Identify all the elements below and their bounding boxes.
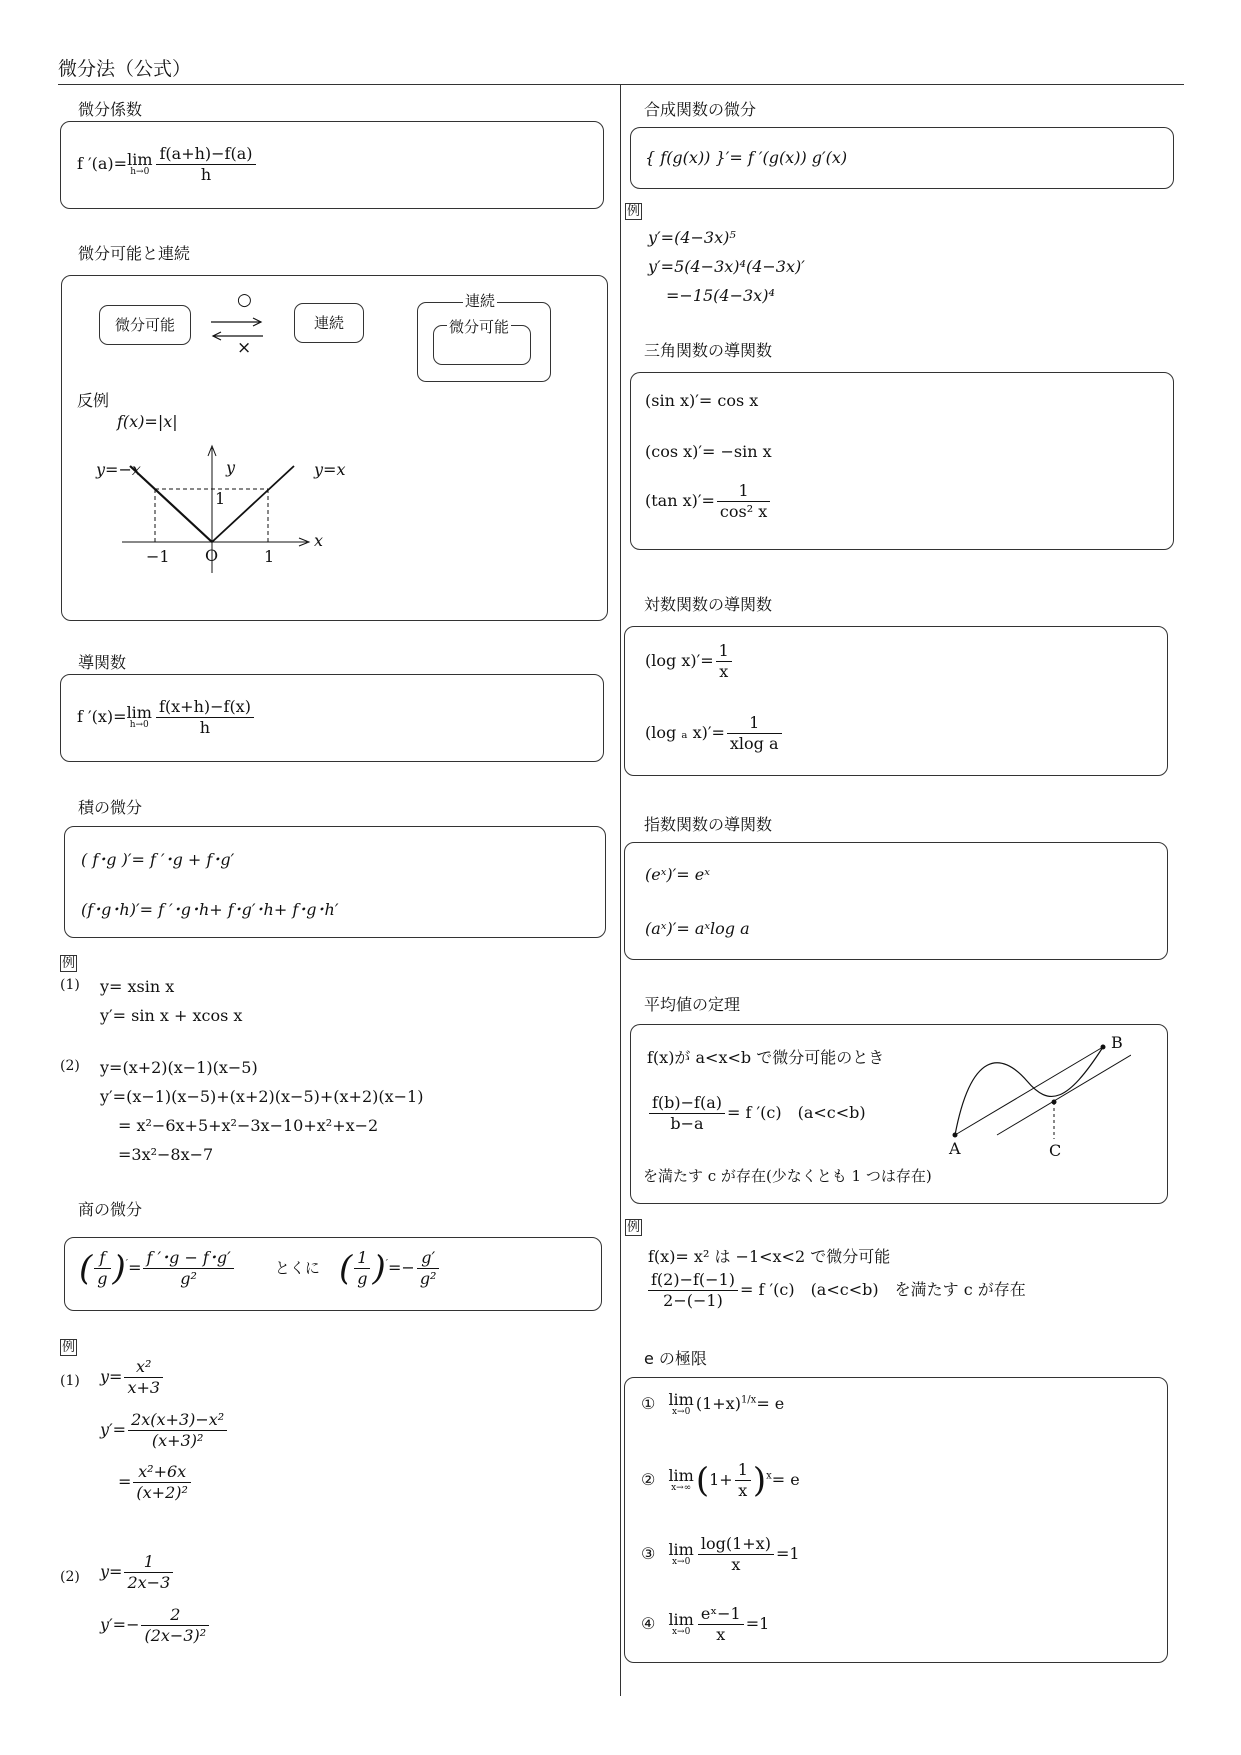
comp-ex-1: y′=(4−3x)⁵	[648, 228, 736, 247]
comp-box	[630, 127, 1174, 189]
coef-lhs: f ′(a)=	[77, 154, 128, 173]
e-heading: e の極限	[644, 1349, 707, 1368]
log-2-lhs: (log ₐ x)′=	[645, 723, 725, 742]
prod-formula-1: ( f･g )′= f ′･g + f･g′	[81, 850, 235, 869]
deriv-box	[60, 674, 604, 762]
trig-cos: (cos x)′= −sin x	[645, 442, 772, 461]
quot-ex-2: y′= $\frac{\text{2x(x+3)−x²}}{\text{(x+3)²}}$	[100, 1410, 229, 1451]
e-limit-2: ② lim x→∞ (1+ $\frac{1}{x}$ )$^x$= e	[641, 1460, 800, 1501]
mvt-point-c: C	[1049, 1141, 1062, 1160]
quot-ex2-den: (x+3)²	[151, 1431, 204, 1450]
quot-rhs2-num: g′	[417, 1248, 440, 1269]
quot-one-den: g	[357, 1269, 368, 1288]
e3-rhs: =1	[775, 1544, 800, 1563]
e3-den: x	[731, 1555, 741, 1574]
deriv-formula	[77, 697, 256, 738]
coef-heading: 微分係数	[78, 100, 143, 119]
prod-ex-num-2: (2)	[60, 1058, 80, 1074]
mvt-example-mark: 例	[627, 1220, 641, 1235]
trig-heading: 三角関数の導関数	[644, 341, 773, 360]
e1-mark: ①	[641, 1394, 656, 1413]
mvt-num: f(b)−f(a)	[649, 1093, 725, 1114]
prod-ex-line-1: y= xsin x	[100, 977, 175, 996]
comp-formula: { f(g(x)) }′= f ′(g(x)) g′(x)	[645, 148, 848, 167]
trig-tan-lhs: (tan x)′=	[645, 491, 715, 510]
quot-ex1-num: x²	[124, 1357, 163, 1378]
log-2	[645, 713, 784, 754]
e2-sub: x→∞	[671, 1483, 692, 1493]
coef-box	[60, 121, 604, 209]
mvt-ex-den: 2−(−1)	[663, 1291, 723, 1310]
exp-heading: 指数関数の導関数	[644, 815, 773, 834]
column-divider	[620, 84, 621, 1696]
mvt-condition: f(x)が a<x<b で微分可能のとき	[647, 1048, 885, 1067]
e4-num: eˣ−1	[698, 1604, 744, 1625]
deriv-den: h	[199, 718, 211, 737]
e3-lim: lim	[668, 1540, 694, 1559]
quot-ex4-den: 2x−3	[127, 1573, 171, 1592]
quot-ex-3: = $\frac{\text{x²+6x}}{\text{(x+2)²}}$	[118, 1462, 193, 1503]
log-1-num: 1	[716, 641, 732, 662]
log-box	[624, 626, 1168, 776]
quot-ex1-den: x+3	[127, 1378, 161, 1397]
e4-den: x	[716, 1625, 726, 1644]
deriv-lim: lim	[126, 703, 152, 722]
quot-ex-num-2: (2)	[60, 1569, 80, 1585]
quot-tokuni: とくに	[274, 1259, 320, 1277]
e-limit-4	[641, 1604, 769, 1645]
log-1	[645, 641, 734, 682]
quot-g: g	[97, 1269, 108, 1288]
diff-pill: 微分可能	[99, 305, 191, 345]
circle-mark: ○	[237, 290, 252, 310]
quot-f: f	[94, 1248, 110, 1269]
log-heading: 対数関数の導関数	[644, 595, 773, 614]
mvt-ex-num: f(2)−f(−1)	[648, 1270, 738, 1291]
coef-formula	[77, 144, 258, 185]
mvt-conclusion: を満たす c が存在(少なくとも 1 つは存在)	[643, 1167, 932, 1185]
mvt-point-b: B	[1111, 1033, 1123, 1052]
e2-one: 1+	[709, 1470, 733, 1489]
graph-y-axis-label: y	[226, 458, 236, 477]
quot-ex4-num: 1	[124, 1552, 173, 1573]
venn-outer-label: 連続	[465, 292, 496, 310]
deriv-num: f(x+h)−f(x)	[156, 697, 254, 718]
prod-ex-line-6: =3x²−8x−7	[118, 1145, 214, 1164]
quot-ex-4: y= $\frac{1}{2x-3}$	[100, 1552, 175, 1593]
quot-rhs2-den: g²	[419, 1269, 437, 1288]
quot-one: 1	[354, 1248, 370, 1269]
e1-body: (1+x)	[695, 1394, 741, 1413]
counter-fx: f(x)=|x|	[117, 412, 178, 431]
mvt-rhs: = f ′(c) (a<c<b)	[727, 1103, 866, 1122]
trig-tan	[645, 481, 772, 522]
trig-tan-den: cos² x	[719, 502, 768, 521]
graph-right-line-label: y=x	[314, 460, 346, 479]
quot-ex-5: y′=− $\frac{2}{\text{(2x−3)²}}$	[100, 1605, 211, 1646]
prod-box	[64, 826, 606, 938]
prod-ex-line-4: y′=(x−1)(x−5)+(x+2)(x−5)+(x+2)(x−1)	[100, 1087, 424, 1106]
log-1-lhs: (log x)′=	[645, 651, 714, 670]
quot-ex5-den: (2x−3)²	[144, 1626, 207, 1645]
mvt-formula	[647, 1093, 866, 1134]
mvt-den: b−a	[670, 1114, 704, 1133]
quot-rhs-den: g²	[180, 1269, 197, 1288]
e2-lim: lim	[668, 1466, 694, 1485]
prod-ex-line-2: y′= sin x + xcos x	[100, 1006, 243, 1025]
prod-example-mark: 例	[62, 956, 76, 971]
graph-x-axis-label: x	[314, 531, 324, 550]
graph-x-one: 1	[264, 547, 275, 566]
coef-limsub: h→0	[130, 167, 150, 177]
deriv-limsub: h→0	[129, 720, 149, 730]
abs-graph	[82, 438, 362, 578]
e3-sub: x→0	[671, 1557, 691, 1567]
prod-heading: 積の微分	[78, 798, 143, 817]
quot-box	[64, 1237, 602, 1311]
comp-example-mark: 例	[627, 204, 641, 219]
cont-heading: 微分可能と連続	[78, 244, 191, 263]
graph-y-one: 1	[215, 489, 226, 508]
deriv-lhs: f ′(x)=	[77, 707, 127, 726]
e2-num: 1	[735, 1460, 751, 1481]
graph-minus-one: −1	[146, 547, 170, 566]
e2-den: x	[738, 1481, 748, 1500]
comp-ex-3: =−15(4−3x)⁴	[666, 286, 775, 305]
log-2-num: 1	[727, 713, 782, 734]
coef-lim: lim	[127, 150, 153, 169]
quot-ex-num-1: (1)	[60, 1373, 80, 1389]
prod-ex-num-1: (1)	[60, 977, 80, 993]
trig-box	[630, 372, 1174, 550]
quot-ex5-num: 2	[141, 1605, 209, 1626]
title-rule	[58, 84, 1184, 85]
e2-exp: x	[766, 1470, 772, 1482]
prod-ex-line-3: y=(x+2)(x−1)(x−5)	[100, 1058, 258, 1077]
deriv-heading: 導関数	[78, 653, 127, 672]
cross-mark: ×	[237, 338, 252, 358]
venn-inner-label: 微分可能	[449, 318, 510, 336]
mvt-graph	[931, 1031, 1131, 1141]
e1-sub: x→0	[671, 1407, 691, 1417]
e1-exp: 1/x	[740, 1394, 757, 1406]
log-1-den: x	[719, 662, 729, 681]
comp-ex-2: y′=5(4−3x)⁴(4−3x)′	[648, 257, 805, 276]
mvt-ex-rhs: = f ′(c) (a<c<b) を満たす c が存在	[739, 1280, 1026, 1299]
mvt-box	[630, 1024, 1168, 1204]
quot-ex2-num: 2x(x+3)−x²	[128, 1410, 227, 1431]
e-limit-1	[641, 1392, 784, 1417]
coef-num: f(a+h)−f(a)	[156, 144, 255, 165]
mvt-ex-2	[646, 1270, 1026, 1311]
quot-ex3-den: (x+2)²	[136, 1483, 188, 1502]
e-limit-3	[641, 1534, 800, 1575]
cont-box	[61, 275, 608, 621]
cont-pill: 連続	[294, 303, 364, 343]
e4-mark: ④	[641, 1614, 656, 1633]
e2-mark: ②	[641, 1470, 656, 1489]
comp-heading: 合成関数の微分	[644, 100, 757, 119]
trig-sin: (sin x)′= cos x	[645, 391, 759, 410]
page-title: 微分法（公式）	[58, 58, 192, 80]
e4-rhs: =1	[745, 1614, 770, 1633]
e-box	[624, 1377, 1168, 1663]
e3-num: log(1+x)	[698, 1534, 774, 1555]
quot-ex-1: y= $\frac{\text{x²}}{x+3}$	[100, 1357, 165, 1398]
exp-box	[624, 842, 1168, 960]
quot-ex3-num: x²+6x	[133, 1462, 191, 1483]
quot-rhs-num: f ′･g − f･g′	[143, 1248, 233, 1269]
mvt-heading: 平均値の定理	[644, 995, 741, 1014]
quot-formula: ( $\frac{f}{g}$ )′= $\frac{f '･g - f･g'}{\text{g²}}$ とくに ( $\frac{1}{g}$ )′=− $\frac{g'}{\text{g²}}$	[79, 1248, 441, 1289]
e3-mark: ③	[641, 1544, 656, 1563]
e1-rhs: = e	[756, 1394, 785, 1413]
e4-lim: lim	[668, 1610, 694, 1629]
trig-tan-num: 1	[717, 481, 770, 502]
e2-rhs: = e	[771, 1470, 800, 1489]
exp-2: (aˣ)′= aˣlog a	[645, 919, 750, 938]
e4-sub: x→0	[671, 1627, 691, 1637]
e1-lim: lim	[668, 1390, 694, 1409]
mvt-ex-1: f(x)= x² は −1<x<2 で微分可能	[648, 1247, 891, 1266]
prod-ex-line-5: = x²−6x+5+x²−3x−10+x²+x−2	[118, 1116, 379, 1135]
prod-formula-2: (f･g･h)′= f ′･g･h+ f･g′･h+ f･g･h′	[81, 900, 339, 919]
mvt-point-a: A	[949, 1139, 961, 1158]
graph-origin: O	[205, 546, 219, 565]
quot-example-mark: 例	[62, 1340, 76, 1355]
graph-left-line-label: y=−x	[96, 460, 141, 479]
exp-1: (eˣ)′= eˣ	[645, 865, 710, 884]
quot-heading: 商の微分	[78, 1200, 143, 1219]
coef-den: h	[200, 165, 212, 184]
log-2-den: xlog a	[729, 734, 779, 753]
counter-heading: 反例	[77, 391, 110, 410]
